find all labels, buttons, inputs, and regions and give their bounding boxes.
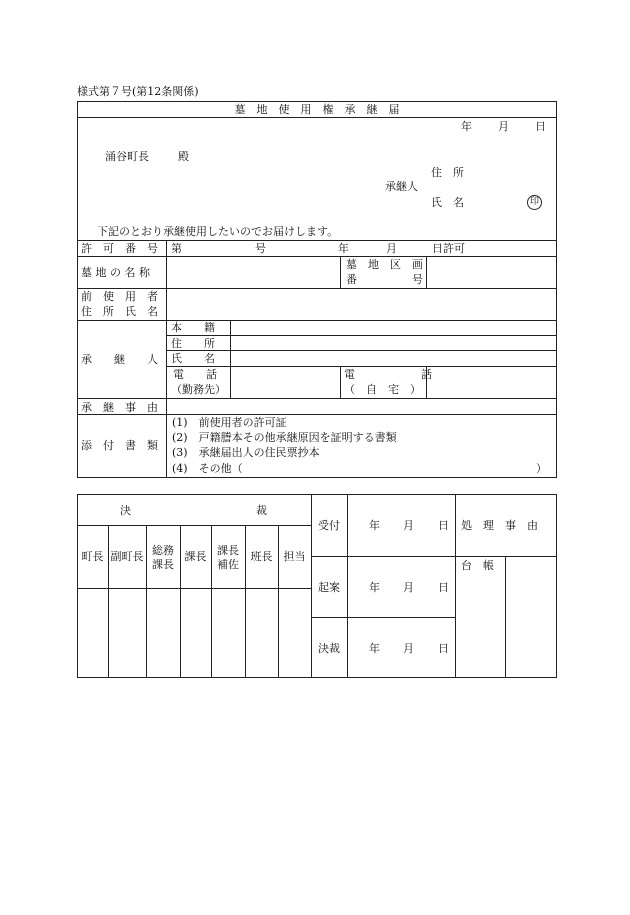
decided-month: 月 [403,642,414,655]
reason-label: 承 継 事 由 [81,401,158,414]
permit-year: 年 [338,242,349,255]
approval-col-mayor: 町長 [81,550,104,563]
approval-col-deputy-mayor: 副町長 [110,550,144,563]
approval-col-section-chief: 課長 [184,550,207,563]
addressee: 涌谷町長 [105,150,149,163]
attachment-item: (2) 戸籍謄本その他承継原因を証明する書類 [172,431,397,444]
approval-col-general-affairs-text: 総務 課長 [152,544,174,572]
successor-name-label: 氏 名 [171,352,215,365]
statement: 下記のとおり承継使用したいのでお届けします。 [97,225,339,238]
permit-prefix: 第 [171,242,182,255]
successor-label: 承 継 人 [81,353,158,366]
attachment-item: (3) 承継届出人の住民票抄本 [172,446,320,459]
approval-col-staff: 担当 [283,550,306,563]
cemetery-section-label-1: 墓 地 区 画 [346,258,423,271]
approval-col-deputy-chief [211,544,245,573]
seal-mark: 印 [527,195,542,210]
previous-user-label-1: 前 使 用 者 [81,290,158,303]
attachment-closing-paren: ） [536,462,547,475]
phone-home-label-2: （ 自 宅 ） [344,383,421,396]
date-year: 年 [461,120,472,133]
address-label: 住 所 [431,166,464,179]
approval-header-left: 決 [120,504,131,517]
received-label: 受付 [318,519,340,532]
phone-work-label-2: （勤務先） [171,383,226,396]
drafted-year: 年 [369,581,380,594]
attachment-item: (1) 前使用者の許可証 [172,416,287,429]
ledger-label: 台 帳 [461,559,494,572]
successor-address-label: 住 所 [171,337,215,350]
honorific: 殿 [178,150,189,163]
received-day: 日 [438,519,449,532]
form-title: 墓 地 使 用 権 承 継 届 [234,103,400,116]
successor-role: 承継人 [385,180,418,193]
permit-month: 月 [386,242,397,255]
decided-label: 決裁 [318,642,340,655]
permit-number-suffix: 号 [255,242,266,255]
phone-work-label-1: 電 話 [173,368,217,381]
date-day: 日 [535,120,546,133]
approval-col-team-leader: 班長 [250,550,273,563]
approval-header-right: 裁 [256,504,267,517]
drafted-label: 起案 [318,581,340,594]
approval-col-general-affairs [146,544,180,573]
processing-reason-label: 処 理 事 由 [461,519,538,532]
honseki-label: 本 籍 [171,321,215,334]
cemetery-section-label-2: 番 号 [346,273,423,286]
phone-home-label-1: 電 話 [344,368,432,381]
drafted-month: 月 [403,581,414,594]
received-year: 年 [369,519,380,532]
form-number: 様式第７号(第12条関係) [77,85,199,98]
decided-year: 年 [369,642,380,655]
decided-day: 日 [438,642,449,655]
permit-number-label: 許 可 番 号 [81,242,158,255]
name-label: 氏 名 [431,196,464,209]
date-month: 月 [498,120,509,133]
received-month: 月 [403,519,414,532]
previous-user-label-2: 住 所 氏 名 [81,305,158,318]
cemetery-name-label: 墓 地 の 名 称 [81,266,150,279]
attachment-item: (4) その他（ [172,462,243,475]
drafted-day: 日 [438,581,449,594]
approval-col-deputy-chief-text: 課長 補佐 [217,544,239,572]
attachments-label: 添 付 書 類 [81,439,158,452]
permit-day: 日許可 [432,242,465,255]
